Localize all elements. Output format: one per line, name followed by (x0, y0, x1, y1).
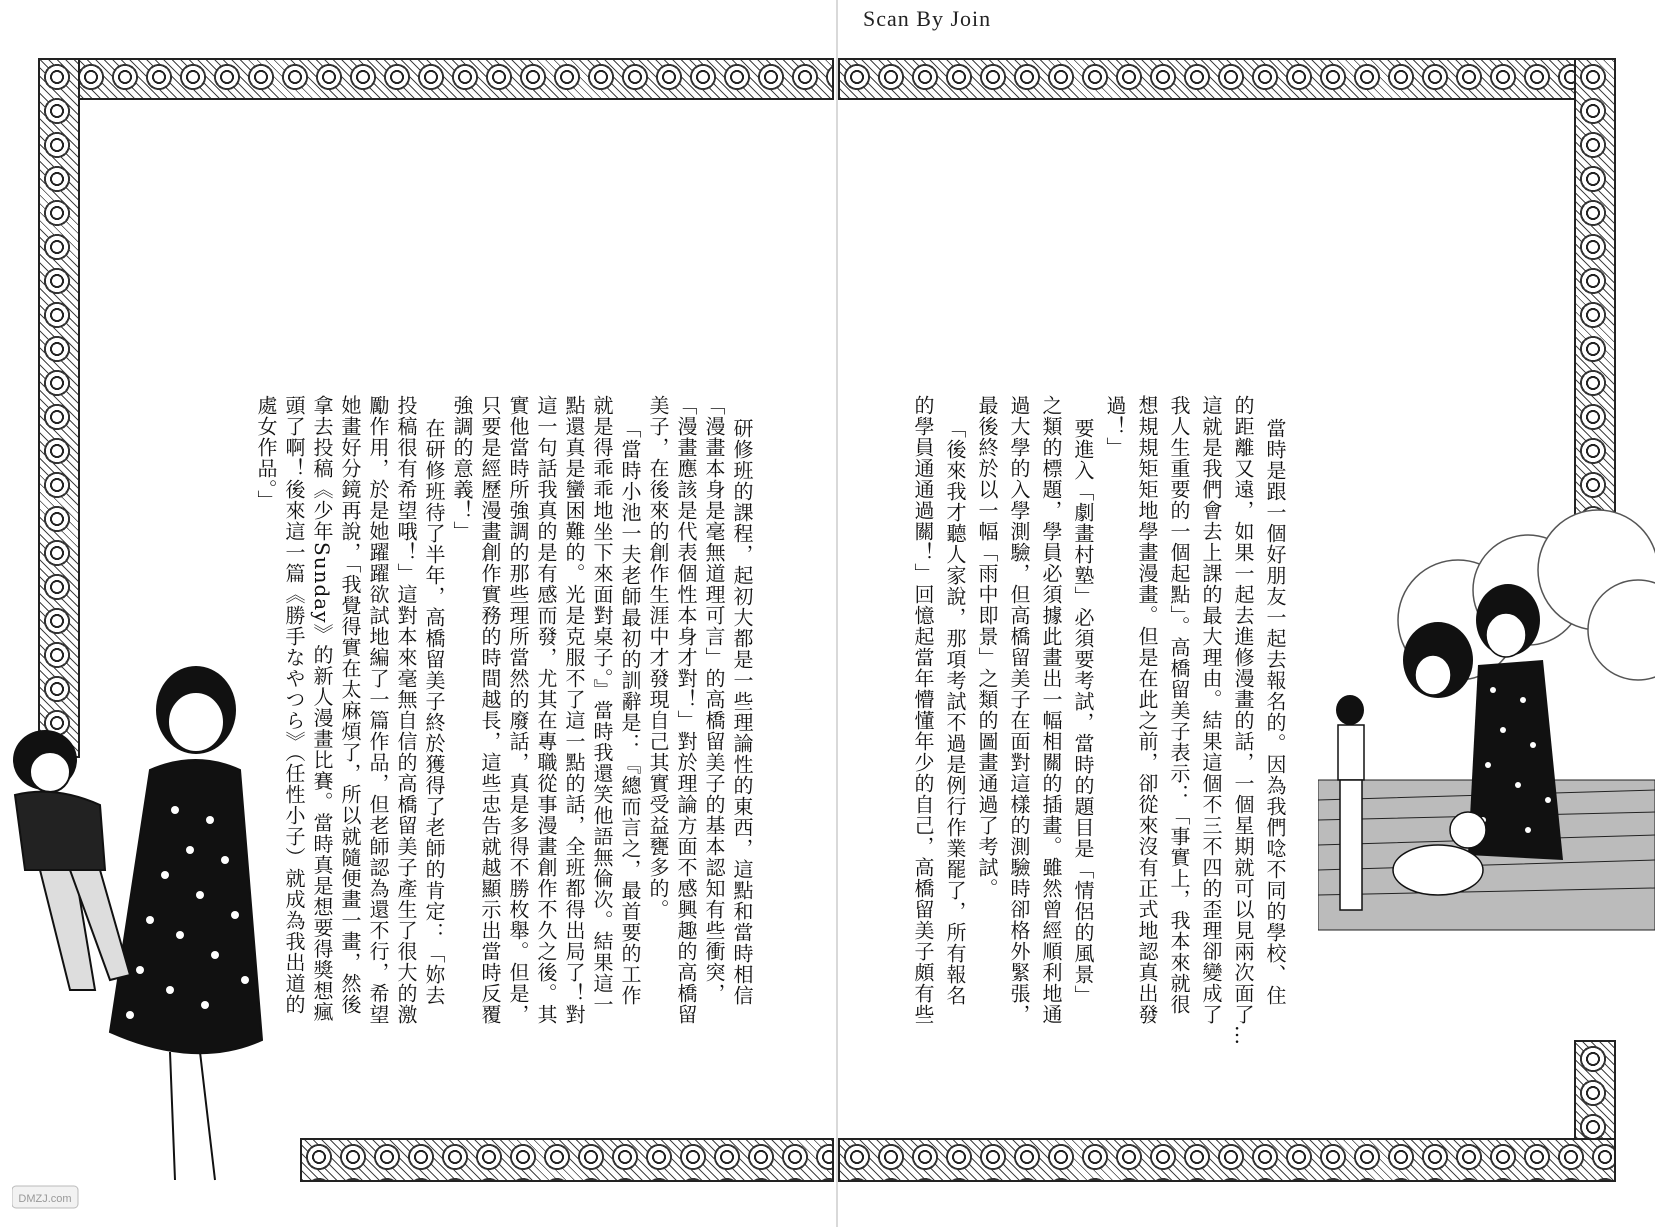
left-col-9: 實他當時所強調的那些理所當然的廢話，真是多得不勝枚舉。但是， (506, 395, 530, 1025)
left-border-left (38, 58, 80, 758)
left-col-12: 在研修班待了半年，高橋留美子終於獲得了老師的肯定：「妳去 (422, 418, 446, 1006)
svg-text:DMZJ.com: DMZJ.com (18, 1193, 72, 1205)
right-col-6: 過！」 (1103, 395, 1127, 458)
right-illustration (1318, 500, 1655, 1040)
scan-credit: Scan By Join (863, 6, 992, 31)
right-col-7: 要進入「劇畫村塾」必須要考試，當時的題目是「情侶的風景」 (1071, 418, 1095, 1006)
left-col-16: 拿去投稿《少年Sunday》的新人漫畫比賽。當時真是想要得獎想瘋 (310, 395, 334, 1023)
right-col-8: 之類的標題，學員必須據此畫出一幅相關的插畫。雖然曾經順利地通 (1039, 395, 1063, 1025)
left-col-3: 「漫畫應該是代表個性本身才對！」對於理論方面不感興趣的高橋留 (674, 395, 698, 1025)
left-col-11: 強調的意義！」 (450, 395, 474, 542)
site-watermark-logo (12, 1182, 82, 1212)
left-col-6: 就是得乖乖地坐下來面對桌子。』當時我還笑他語無倫次。結果這一 (590, 395, 614, 1015)
boy-in-jacket (13, 730, 130, 990)
girl-in-dotted-dress (110, 666, 262, 1180)
right-col-1: 當時是跟一個好朋友一起去報名的。因為我們唸不同的學校、住 (1263, 418, 1287, 1006)
left-col-15: 她畫好分鏡再說，「我覺得實在太麻煩了，所以就隨便畫一畫，然後 (338, 395, 362, 1015)
boy-standing (1336, 695, 1364, 910)
right-col-10: 最後終於以一幅「雨中即景」之類的圖畫通過了考試。 (975, 395, 999, 899)
left-col-8: 這一句話我真的是有感而發，尤其在專職從事漫畫創作不久之後。其 (534, 395, 558, 1025)
right-col-5: 想規規矩矩地學畫漫畫。但是在此之前，卻從來沒有正式地認真出發 (1135, 395, 1159, 1025)
right-col-2: 的距離又遠，如果一起去進修漫畫的話，一個星期就可以見兩次面了… (1231, 395, 1255, 1046)
left-col-13: 投稿很有希望哦！」這對本來毫無自信的高橋留美子產生了很大的激 (394, 395, 418, 1025)
right-border-bottom (838, 1138, 1616, 1182)
left-col-7: 點還真是蠻困難的。光是克服不了這一點的話，全班都得出局了！對 (562, 395, 586, 1025)
left-border-bottom (300, 1138, 834, 1182)
right-col-12: 的學員通通過關！」回憶起當年懵懂年少的自己，高橋留美子頗有些 (911, 395, 935, 1025)
right-col-9: 過大學的入學測驗，但高橋留美子在面對這樣的測驗時卻格外緊張， (1007, 395, 1031, 1025)
left-border-top (38, 58, 834, 100)
left-col-1: 研修班的課程，起初大都是一些理論性的東西，這點和當時相信 (730, 418, 754, 1006)
page-gutter (836, 0, 838, 1227)
left-col-4: 美子，在後來的創作生涯中才發現自己其實受益甕多的。 (646, 395, 670, 920)
left-col-14: 勵作用，於是她躍躍欲試地編了一篇作品，但老師認為還不行，希望 (366, 395, 390, 1025)
right-col-11: 「後來我才聽人家說，那項考試不過是例行作業罷了，所有報名 (943, 418, 967, 1006)
left-illustration (0, 660, 290, 1227)
right-border-top (838, 58, 1616, 100)
left-col-17: 頭了啊！後來這一篇《勝手なやつら》（任性小子）就成為我出道的 (282, 395, 306, 1015)
left-col-10: 只要是經歷漫畫創作實務的時間越長，這些忠告就越顯示出當時反覆 (478, 395, 502, 1025)
left-col-5: 「當時小池一夫老師最初的訓辭是：『總而言之，最首要的工作 (618, 418, 642, 1006)
girl-with-hair (1403, 622, 1473, 698)
right-col-4: 我人生重要的一個起點」。高橋留美子表示：「事實上，我本來就很 (1167, 395, 1191, 1015)
left-col-2: 「漫畫本身是毫無道理可言」的高橋留美子的基本認知有些衝突， (702, 395, 726, 1004)
right-col-3: 這就是我們會去上課的最大理由。結果這個不三不四的歪理卻變成了 (1199, 395, 1223, 1025)
left-col-18: 處女作品。」 (254, 395, 278, 511)
